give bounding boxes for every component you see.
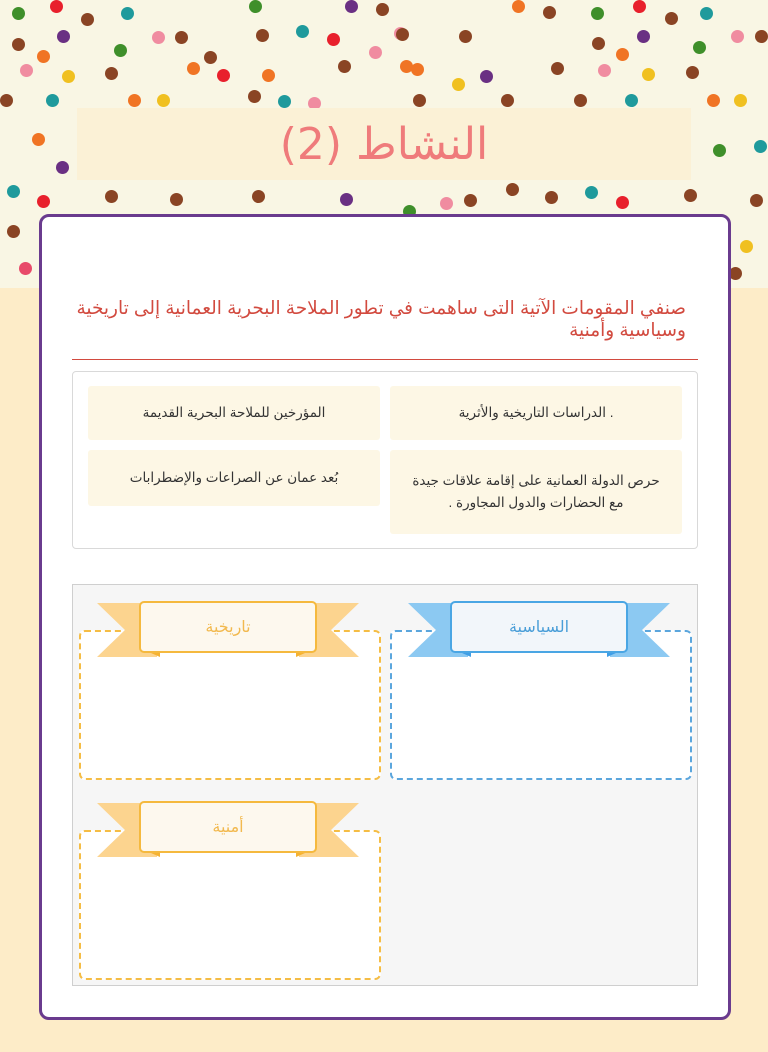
activity-title-banner bbox=[77, 108, 691, 180]
drop-bucket-political[interactable] bbox=[390, 593, 692, 783]
item-text: بُعد عمان عن الصراعات والإضطرابات bbox=[129, 470, 339, 485]
category-label: تاريخية bbox=[205, 619, 251, 636]
draggable-item[interactable] bbox=[390, 386, 682, 440]
instruction-text: صنفي المقومات الآتية التى ساهمت في تطور الملاحة البحرية العمانية إلى تاريخية وسياسية وأمنية bbox=[76, 297, 686, 340]
item-text: . الدراسات التاريخية والأثرية bbox=[458, 405, 614, 420]
category-label: السياسية bbox=[508, 619, 570, 636]
category-label-box bbox=[139, 601, 317, 653]
category-label-box bbox=[139, 801, 317, 853]
drop-bucket-security[interactable] bbox=[79, 793, 381, 983]
category-label: أمنية bbox=[212, 819, 244, 836]
drop-area bbox=[72, 584, 698, 986]
divider bbox=[72, 359, 698, 360]
category-label-box bbox=[450, 601, 628, 653]
draggable-item[interactable] bbox=[88, 386, 380, 440]
item-text: المؤرخين للملاحة البحرية القديمة bbox=[142, 405, 326, 420]
draggable-item[interactable] bbox=[88, 450, 380, 506]
item-text: حرص الدولة العمانية على إقامة علاقات جيدة مع الحضارات والدول المجاورة . bbox=[412, 473, 660, 510]
drop-bucket-historical[interactable] bbox=[79, 593, 381, 783]
activity-title: النشاط (2) bbox=[279, 118, 489, 170]
activity-card bbox=[39, 214, 731, 1020]
draggable-item[interactable] bbox=[390, 450, 682, 534]
draggable-items-pool bbox=[72, 371, 698, 549]
